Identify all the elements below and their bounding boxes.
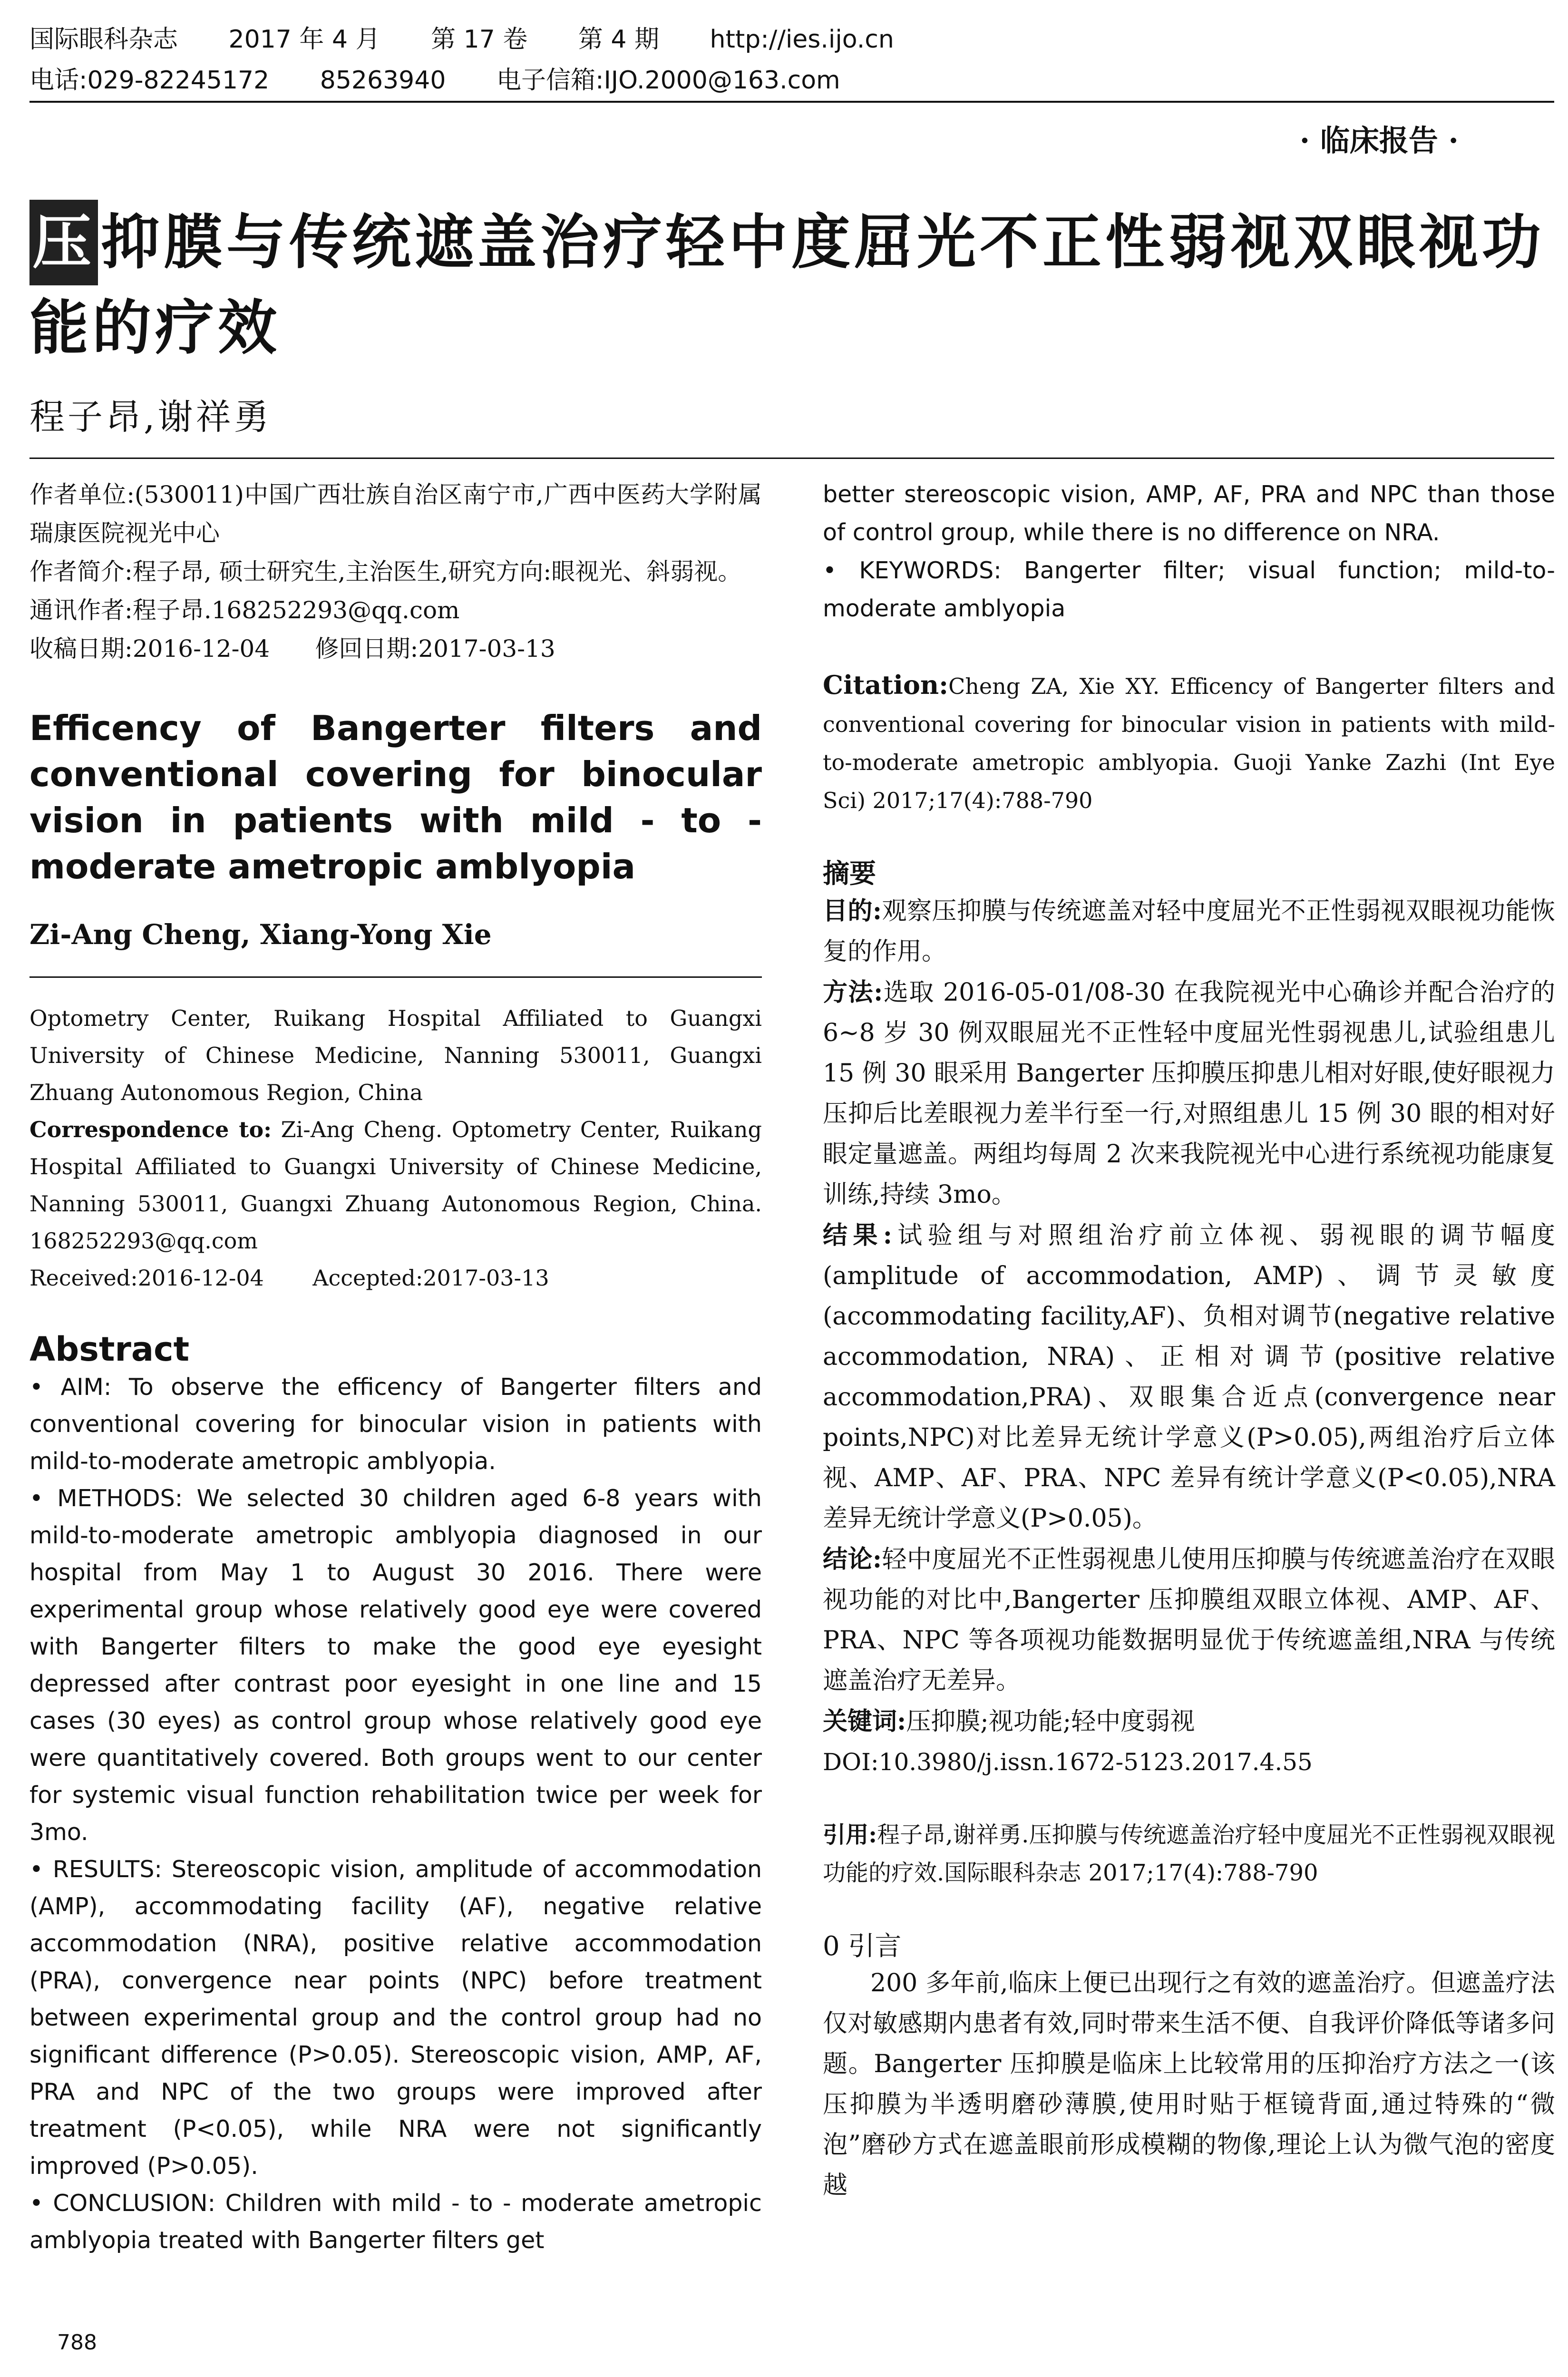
revised-date-cn: 修回日期:2017-03-13 bbox=[315, 635, 555, 662]
intro-paragraph: 200 多年前,临床上便已出现行之有效的遮盖治疗。但遮盖疗法仅对敏感期内患者有效,同时带来生活不便、自我评价降低等诸多问题。Bangerter 压抑膜是临床上比较常用的压抑治疗方法之一(该压抑膜为半透明磨砂薄膜,使用时贴于框镜背面,通过特殊的“微泡”磨砂方式在遮盖眼前形成模糊的物像,理论上认为微气泡的密度越 bbox=[823, 1969, 1555, 2200]
cite-cn-label: 引用: bbox=[823, 1822, 877, 1848]
abstract-aim: • AIM: To observe the efficency of Bangerter filters and conventional covering for binocular vision in patients with mild-to-moderate ametropic amblyopia. bbox=[29, 1374, 762, 1475]
keywords-cn-label: 关键词: bbox=[823, 1707, 906, 1736]
abstract-cn-aim bbox=[823, 891, 1555, 972]
results-cn-label: 结果: bbox=[823, 1221, 892, 1250]
author-bio-cn: 作者简介:程子昂, 硕士研究生,主治医生,研究方向:眼视光、斜弱视。 bbox=[29, 558, 742, 585]
received-date-cn: 收稿日期:2016-12-04 bbox=[29, 635, 270, 662]
abstract-cn-conclusion bbox=[823, 1539, 1555, 1701]
article-title bbox=[29, 200, 1561, 371]
abstract-results: • RESULTS: Stereoscopic vision, amplitude of accommodation (AMP), accommodating facility (AF), negative relative accommodation (NRA), positive relative accommodation (PRA), convergence near points (NPC) before treatment between experimental group and the control group had no significant difference (P>0.05). Stereoscopic vision, AMP, AF, PRA and NPC of the two groups were improved after treatment (P<0.05), while NRA were not significantly improved (P>0.05). bbox=[29, 1856, 762, 2180]
results-cn-text: 试验组与对照组治疗前立体视、弱视眼的调节幅度(amplitude of accommodation, AMP)、调节灵敏度(accommodating facility,AF)、负相对调节(negative relative accommodation, NRA)、正相对调节(positive relative accommodation,PRA)、双眼集合近点(convergence near points,NPC)对比差异无统计学意义(P>0.05),两组治疗后立体视、AMP、AF、PRA、NPC 差异有统计学意义(P<0.05),NRA 差异无统计学意义(P>0.05)。 bbox=[823, 1221, 1555, 1533]
issue-date: 2017 年 4 月 bbox=[228, 25, 380, 54]
issue-number: 第 4 期 bbox=[578, 25, 660, 54]
intro-heading: 0 引言 bbox=[823, 1931, 902, 1962]
abstract-cn-keywords bbox=[823, 1701, 1555, 1742]
header-rule bbox=[29, 101, 1554, 103]
keywords-cn-text: 压抑膜;视功能;轻中度弱视 bbox=[906, 1707, 1195, 1736]
abstract-cn-heading: 摘要 bbox=[823, 858, 876, 889]
methods-cn-label: 方法: bbox=[823, 978, 883, 1007]
aim-cn-text: 观察压抑膜与传统遮盖对轻中度屈光不正性弱视双眼视功能恢复的作用。 bbox=[823, 897, 1555, 966]
authors-cn: 程子昂,谢祥勇 bbox=[29, 397, 272, 438]
correspondence-text: Zi-Ang Cheng. Optometry Center, Ruikang Hospital Affiliated to Guangxi University of Chinese Medicine, Nanning 530011, Guangxi Zhuang Autonomous Region, China. 168252293@qq.com bbox=[29, 1117, 762, 1254]
phone-2: 85263940 bbox=[320, 66, 446, 95]
abstract-conclusion-continued: better stereoscopic vision, AMP, AF, PRA and NPC than those of control group, while there is no difference on NRA. bbox=[823, 481, 1555, 546]
abstract-keywords: • KEYWORDS: Bangerter filter; visual function; mild-to-moderate amblyopia bbox=[823, 557, 1555, 622]
corresponding-author-cn: 通讯作者:程子昂.168252293@qq.com bbox=[29, 596, 460, 624]
abstract-cn-methods bbox=[823, 972, 1555, 1215]
left-column bbox=[29, 476, 762, 2259]
dates-cn bbox=[29, 630, 762, 668]
title-text: 抑膜与传统遮盖治疗轻中度屈光不正性弱视双眼视功能的疗效 bbox=[29, 208, 1545, 362]
abstract-conclusion: • CONCLUSION: Children with mild - to - moderate ametropic amblyopia treated with Bangerter filters get bbox=[29, 2190, 762, 2254]
affiliation-en: Optometry Center, Ruikang Hospital Affiliated to Guangxi University of Chinese Medicine, Nanning 530011, Guangxi Zhuang Autonomous Region, China bbox=[29, 1005, 762, 1105]
dates-en bbox=[29, 1259, 762, 1296]
received-date-en: Received:2016-12-04 bbox=[29, 1265, 264, 1291]
citation bbox=[823, 666, 1555, 819]
conclusion-cn-text: 轻中度屈光不正性弱视患儿使用压抑膜与传统遮盖治疗在双眼视功能的对比中,Bangerter 压抑膜组双眼立体视、AMP、AF、PRA、NPC 等各项视功能数据明显优于传统遮盖组,NRA 与传统遮盖治疗无差异。 bbox=[823, 1545, 1555, 1695]
citation-text: Cheng ZA, Xie XY. Efficency of Bangerter filters and conventional covering for binocular vision in patients with mild-to-moderate ametropic amblyopia. Guoji Yanke Zazhi (Int Eye Sci) 2017;17(4):788-790 bbox=[823, 673, 1555, 813]
title-boxed-char: 压 bbox=[29, 200, 98, 285]
accepted-date-en: Accepted:2017-03-13 bbox=[312, 1265, 549, 1291]
section-tag: · 临床报告 · bbox=[1299, 123, 1459, 158]
english-title: Efficency of Bangerter filters and conventional covering for binocular vision in patients with mild - to - moderate ametropic amblyopia bbox=[29, 708, 762, 887]
citation-label: Citation: bbox=[823, 670, 949, 700]
cite-cn bbox=[823, 1816, 1555, 1892]
abstract-methods: • METHODS: We selected 30 children aged 6-8 years with mild-to-moderate ametropic amblyopia diagnosed in our hospital from May 1 to August 30 2016. There were experimental group whose relatively good eye were covered with Bangerter filters to make the good eye eyesight depressed after contrast poor eyesight in one line and 15 cases (30 eyes) as control group whose relatively good eye were quantitatively covered. Both groups went to our center for systemic visual function rehabilitation twice per week for 3mo. bbox=[29, 1485, 762, 1846]
section-rule bbox=[29, 458, 1554, 459]
aim-cn-label: 目的: bbox=[823, 896, 882, 925]
journal-url[interactable]: http://ies.ijo.cn bbox=[710, 25, 894, 54]
methods-cn-text: 选取 2016-05-01/08-30 在我院视光中心确诊并配合治疗的 6~8 岁 30 例双眼屈光不正性轻中度屈光性弱视患儿,试验组患儿 15 例 30 眼采用 Bangerter 压抑膜压抑患儿相对好眼,使好眼视力压抑后比差眼视力差半行至一行,对照组患儿 15 例 30 眼的相对好眼定量遮盖。两组均每周 2 次来我院视光中心进行系统视功能康复训练,持续 3mo。 bbox=[823, 978, 1555, 1209]
cite-cn-text: 程子昂,谢祥勇.压抑膜与传统遮盖治疗轻中度屈光不正性弱视双眼视功能的疗效.国际眼科杂志 2017;17(4):788-790 bbox=[823, 1822, 1555, 1886]
affiliation-cn: 作者单位:(530011)中国广西壮族自治区南宁市,广西中医药大学附属瑞康医院视光中心 bbox=[29, 481, 762, 547]
phone: 电话:029-82245172 bbox=[29, 66, 270, 95]
correspondence-label: Correspondence to: bbox=[29, 1117, 272, 1142]
english-authors: Zi-Ang Cheng, Xiang-Yong Xie bbox=[29, 918, 492, 951]
page-number: 788 bbox=[57, 2330, 97, 2355]
email[interactable]: 电子信箱:IJO.2000@163.com bbox=[496, 66, 840, 95]
correspondence bbox=[29, 1111, 762, 1259]
abstract-heading: Abstract bbox=[29, 1330, 190, 1369]
doi[interactable]: DOI:10.3980/j.issn.1672-5123.2017.4.55 bbox=[823, 1748, 1313, 1776]
right-column bbox=[823, 476, 1555, 2206]
journal-header bbox=[29, 19, 1551, 101]
abstract-cn-results bbox=[823, 1215, 1555, 1539]
conclusion-cn-label: 结论: bbox=[823, 1545, 882, 1574]
volume: 第 17 卷 bbox=[431, 25, 528, 54]
journal-name: 国际眼科杂志 bbox=[29, 25, 178, 54]
